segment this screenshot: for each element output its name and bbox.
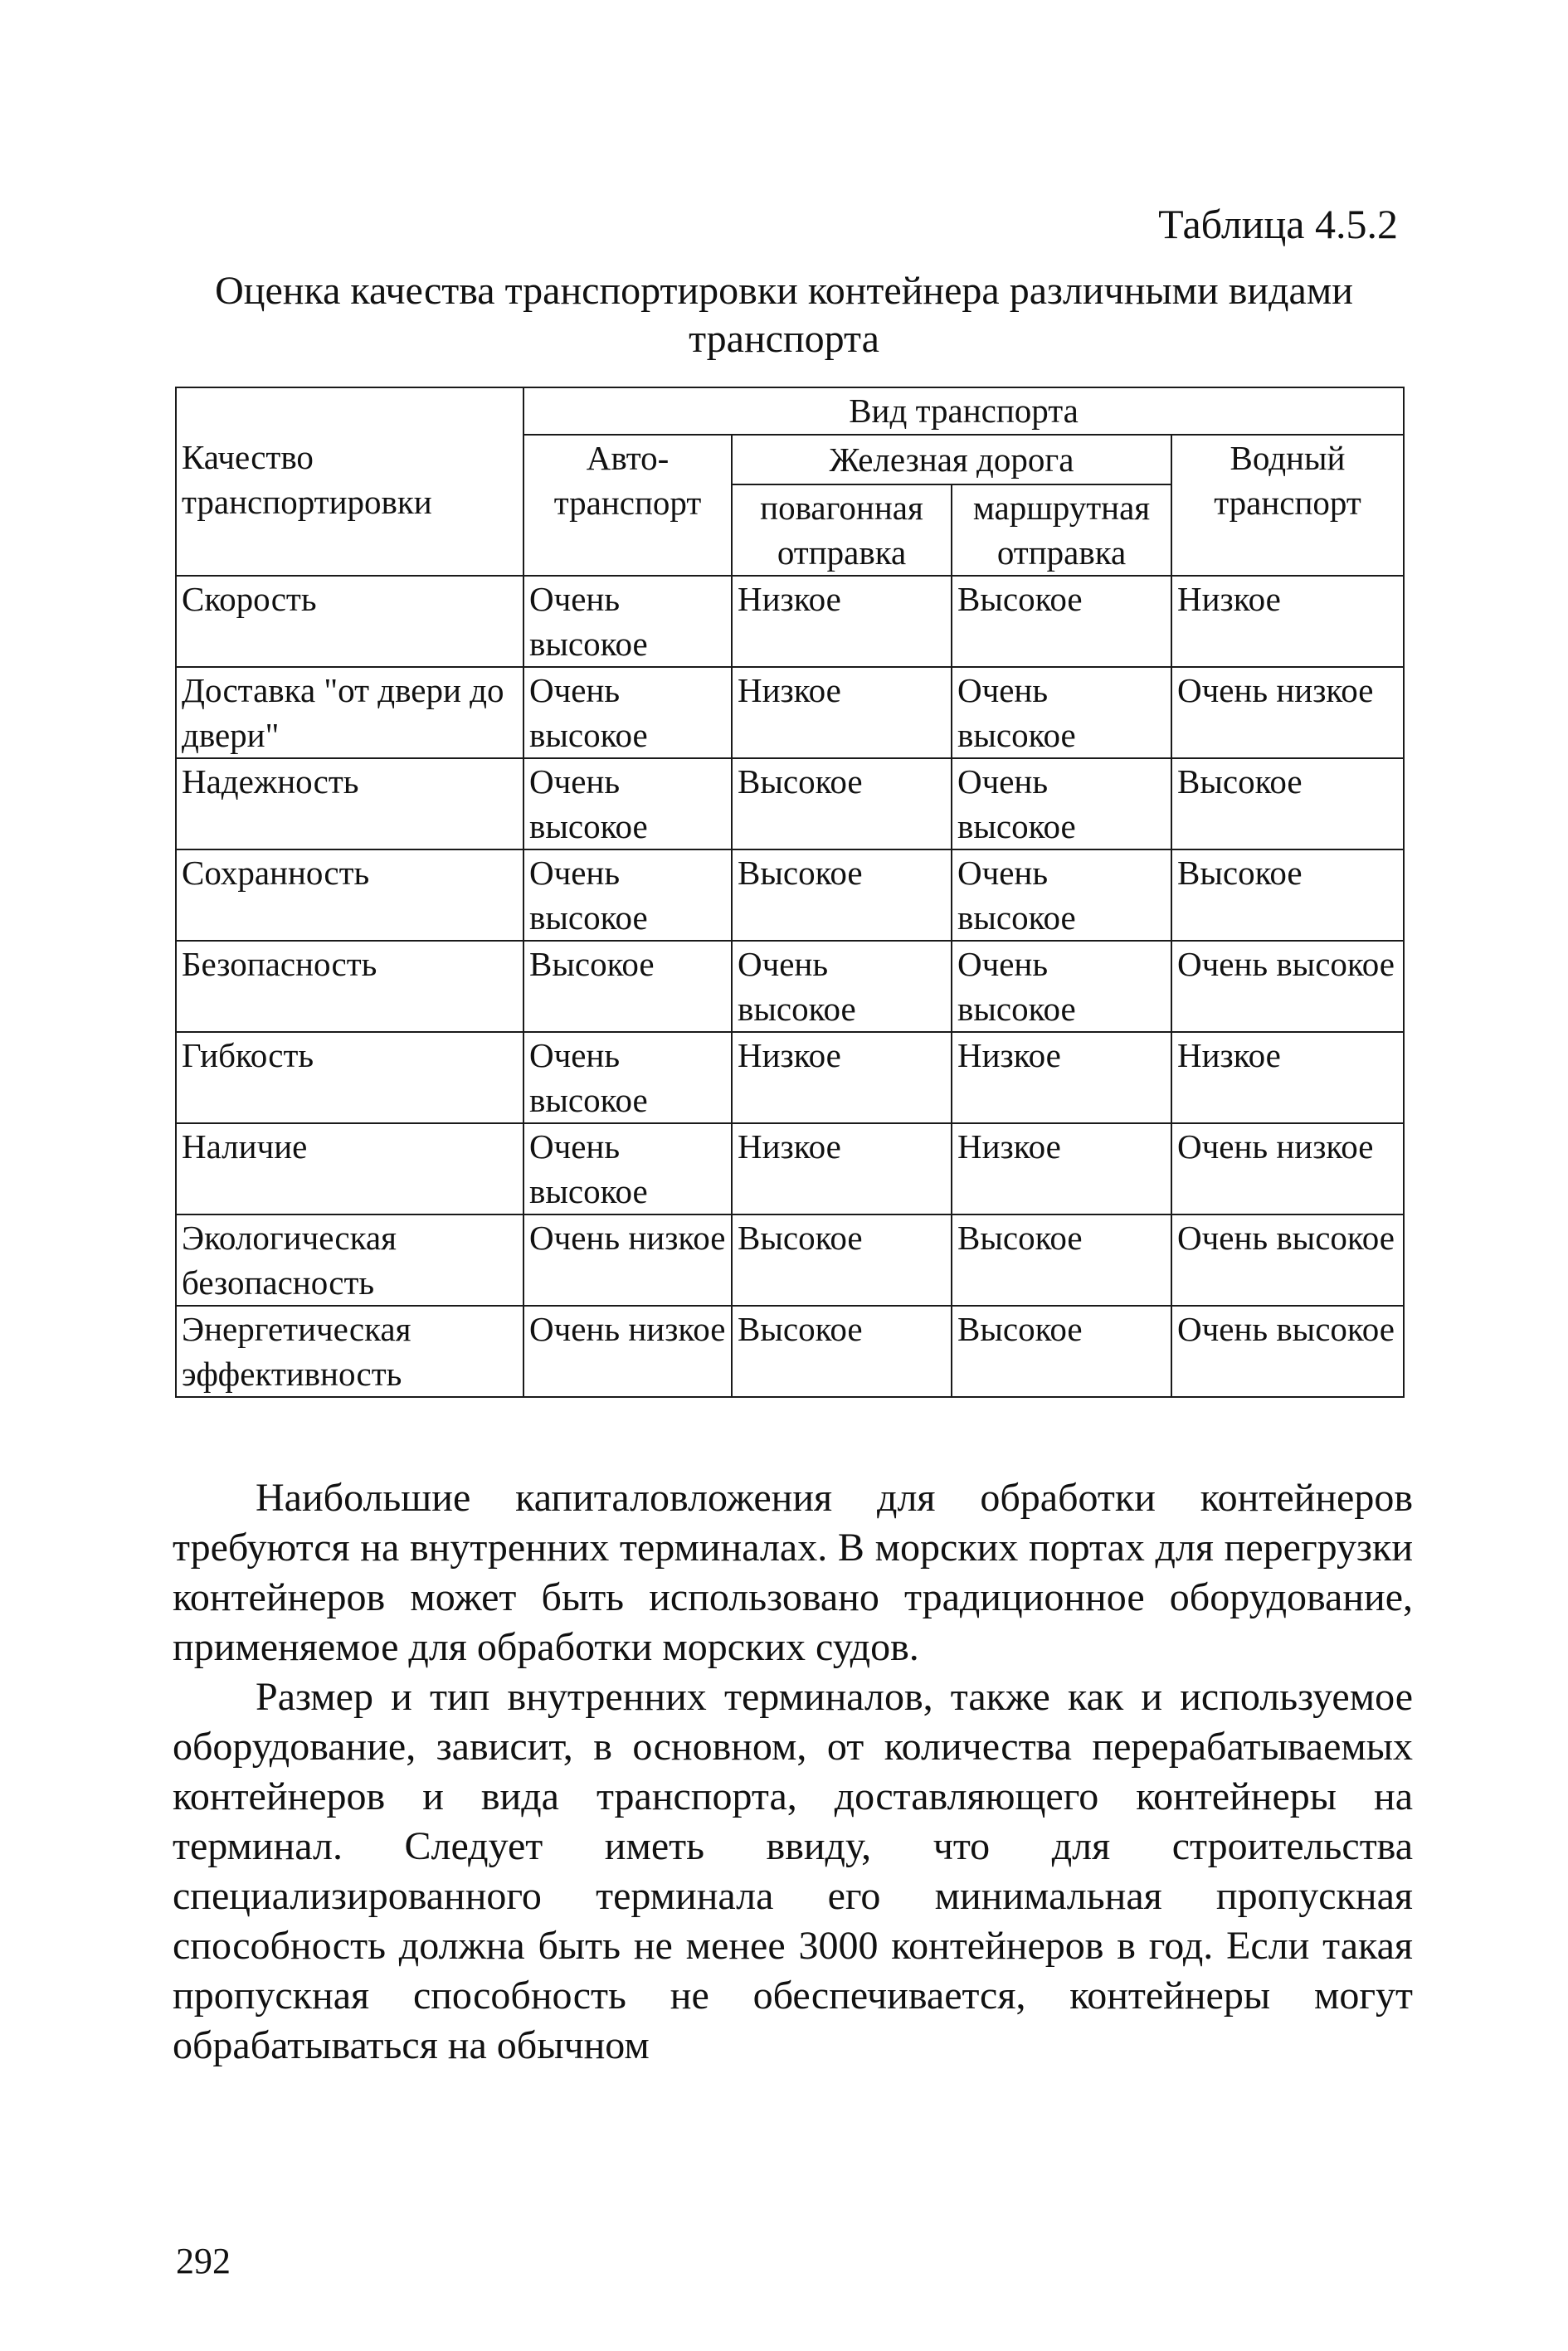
cell-water: Очень высокое (1171, 1306, 1404, 1397)
cell-rail-route: Очень высокое (952, 941, 1171, 1032)
header-auto: Авто-транспорт (523, 435, 732, 576)
cell-quality: Наличие (176, 1123, 523, 1214)
cell-water: Низкое (1171, 576, 1404, 667)
cell-rail-wagon: Очень высокое (732, 941, 952, 1032)
table-row (176, 849, 1404, 941)
cell-water: Высокое (1171, 849, 1404, 941)
cell-rail-wagon: Высокое (732, 849, 952, 941)
page-number: 292 (176, 2241, 231, 2281)
cell-water: Очень низкое (1171, 667, 1404, 758)
cell-rail-wagon: Низкое (732, 1123, 952, 1214)
cell-rail-route: Высокое (952, 1306, 1171, 1397)
cell-rail-route: Низкое (952, 1032, 1171, 1123)
cell-rail-route: Очень высокое (952, 667, 1171, 758)
header-transport-type: Вид транспорта (523, 387, 1404, 435)
transport-quality-table (175, 387, 1405, 1398)
cell-rail-wagon: Высокое (732, 1214, 952, 1306)
cell-quality: Экологическая безопасность (176, 1214, 523, 1306)
cell-quality: Гибкость (176, 1032, 523, 1123)
cell-auto: Очень низкое (523, 1214, 732, 1306)
cell-rail-route: Высокое (952, 576, 1171, 667)
table-row (176, 1306, 1404, 1397)
table-row (176, 667, 1404, 758)
cell-rail-route: Низкое (952, 1123, 1171, 1214)
table-row (176, 758, 1404, 849)
cell-quality: Надежность (176, 758, 523, 849)
cell-rail-wagon: Высокое (732, 1306, 952, 1397)
header-quality: Качество транспортировки (176, 387, 523, 576)
table-title: Оценка качества транспортировки контейнера различными видами транспорта (215, 269, 1353, 361)
cell-auto: Очень высокое (523, 849, 732, 941)
header-rail-wagon: повагонная отправка (732, 484, 952, 576)
table-number: Таблица 4.5.2 (1158, 201, 1398, 247)
cell-auto: Очень высокое (523, 1032, 732, 1123)
cell-quality: Доставка "от двери до двери" (176, 667, 523, 758)
cell-water: Очень высокое (1171, 941, 1404, 1032)
cell-quality: Сохранность (176, 849, 523, 941)
body-text (173, 1473, 1413, 2071)
paragraph: Размер и тип внутренних терминалов, также как и используемое оборудование, зависит, в основном, от количества перерабатываемых контейнеров и вида транспорта, доставляющего контейнеры на терминал. Следует иметь ввиду, что для строительства специализированного терминала его минимальная пропускная способность должна быть не менее 3000 контейнеров в год. Если такая пропускная способность не обеспечивается, контейнеры могут обрабатываться на обычном (173, 1675, 1413, 2067)
cell-water: Низкое (1171, 1032, 1404, 1123)
cell-water: Высокое (1171, 758, 1404, 849)
table-row (176, 576, 1404, 667)
cell-rail-wagon: Низкое (732, 1032, 952, 1123)
header-rail: Железная дорога (732, 435, 1171, 484)
cell-rail-wagon: Высокое (732, 758, 952, 849)
header-water: Водный транспорт (1171, 435, 1404, 576)
table-row (176, 1123, 1404, 1214)
cell-rail-route: Высокое (952, 1214, 1171, 1306)
cell-auto: Очень высокое (523, 758, 732, 849)
table-header-row-1 (176, 387, 1404, 435)
cell-auto: Очень низкое (523, 1306, 732, 1397)
cell-auto: Очень высокое (523, 576, 732, 667)
cell-quality: Безопасность (176, 941, 523, 1032)
cell-water: Очень низкое (1171, 1123, 1404, 1214)
cell-rail-route: Очень высокое (952, 849, 1171, 941)
cell-quality: Энергетическая эффективность (176, 1306, 523, 1397)
cell-quality: Скорость (176, 576, 523, 667)
table-row (176, 1214, 1404, 1306)
table-row (176, 1032, 1404, 1123)
cell-rail-route: Очень высокое (952, 758, 1171, 849)
cell-auto: Очень высокое (523, 1123, 732, 1214)
cell-rail-wagon: Низкое (732, 667, 952, 758)
cell-auto: Высокое (523, 941, 732, 1032)
cell-auto: Очень высокое (523, 667, 732, 758)
table-row (176, 941, 1404, 1032)
header-rail-route: маршрутная отправка (952, 484, 1171, 576)
cell-rail-wagon: Низкое (732, 576, 952, 667)
paragraph: Наибольшие капиталовложения для обработки контейнеров требуются на внутренних терминалах. В морских портах для перегрузки контейнеров может быть использовано традиционное оборудование, применяемое для обработки морских судов. (173, 1476, 1413, 1669)
cell-water: Очень высокое (1171, 1214, 1404, 1306)
